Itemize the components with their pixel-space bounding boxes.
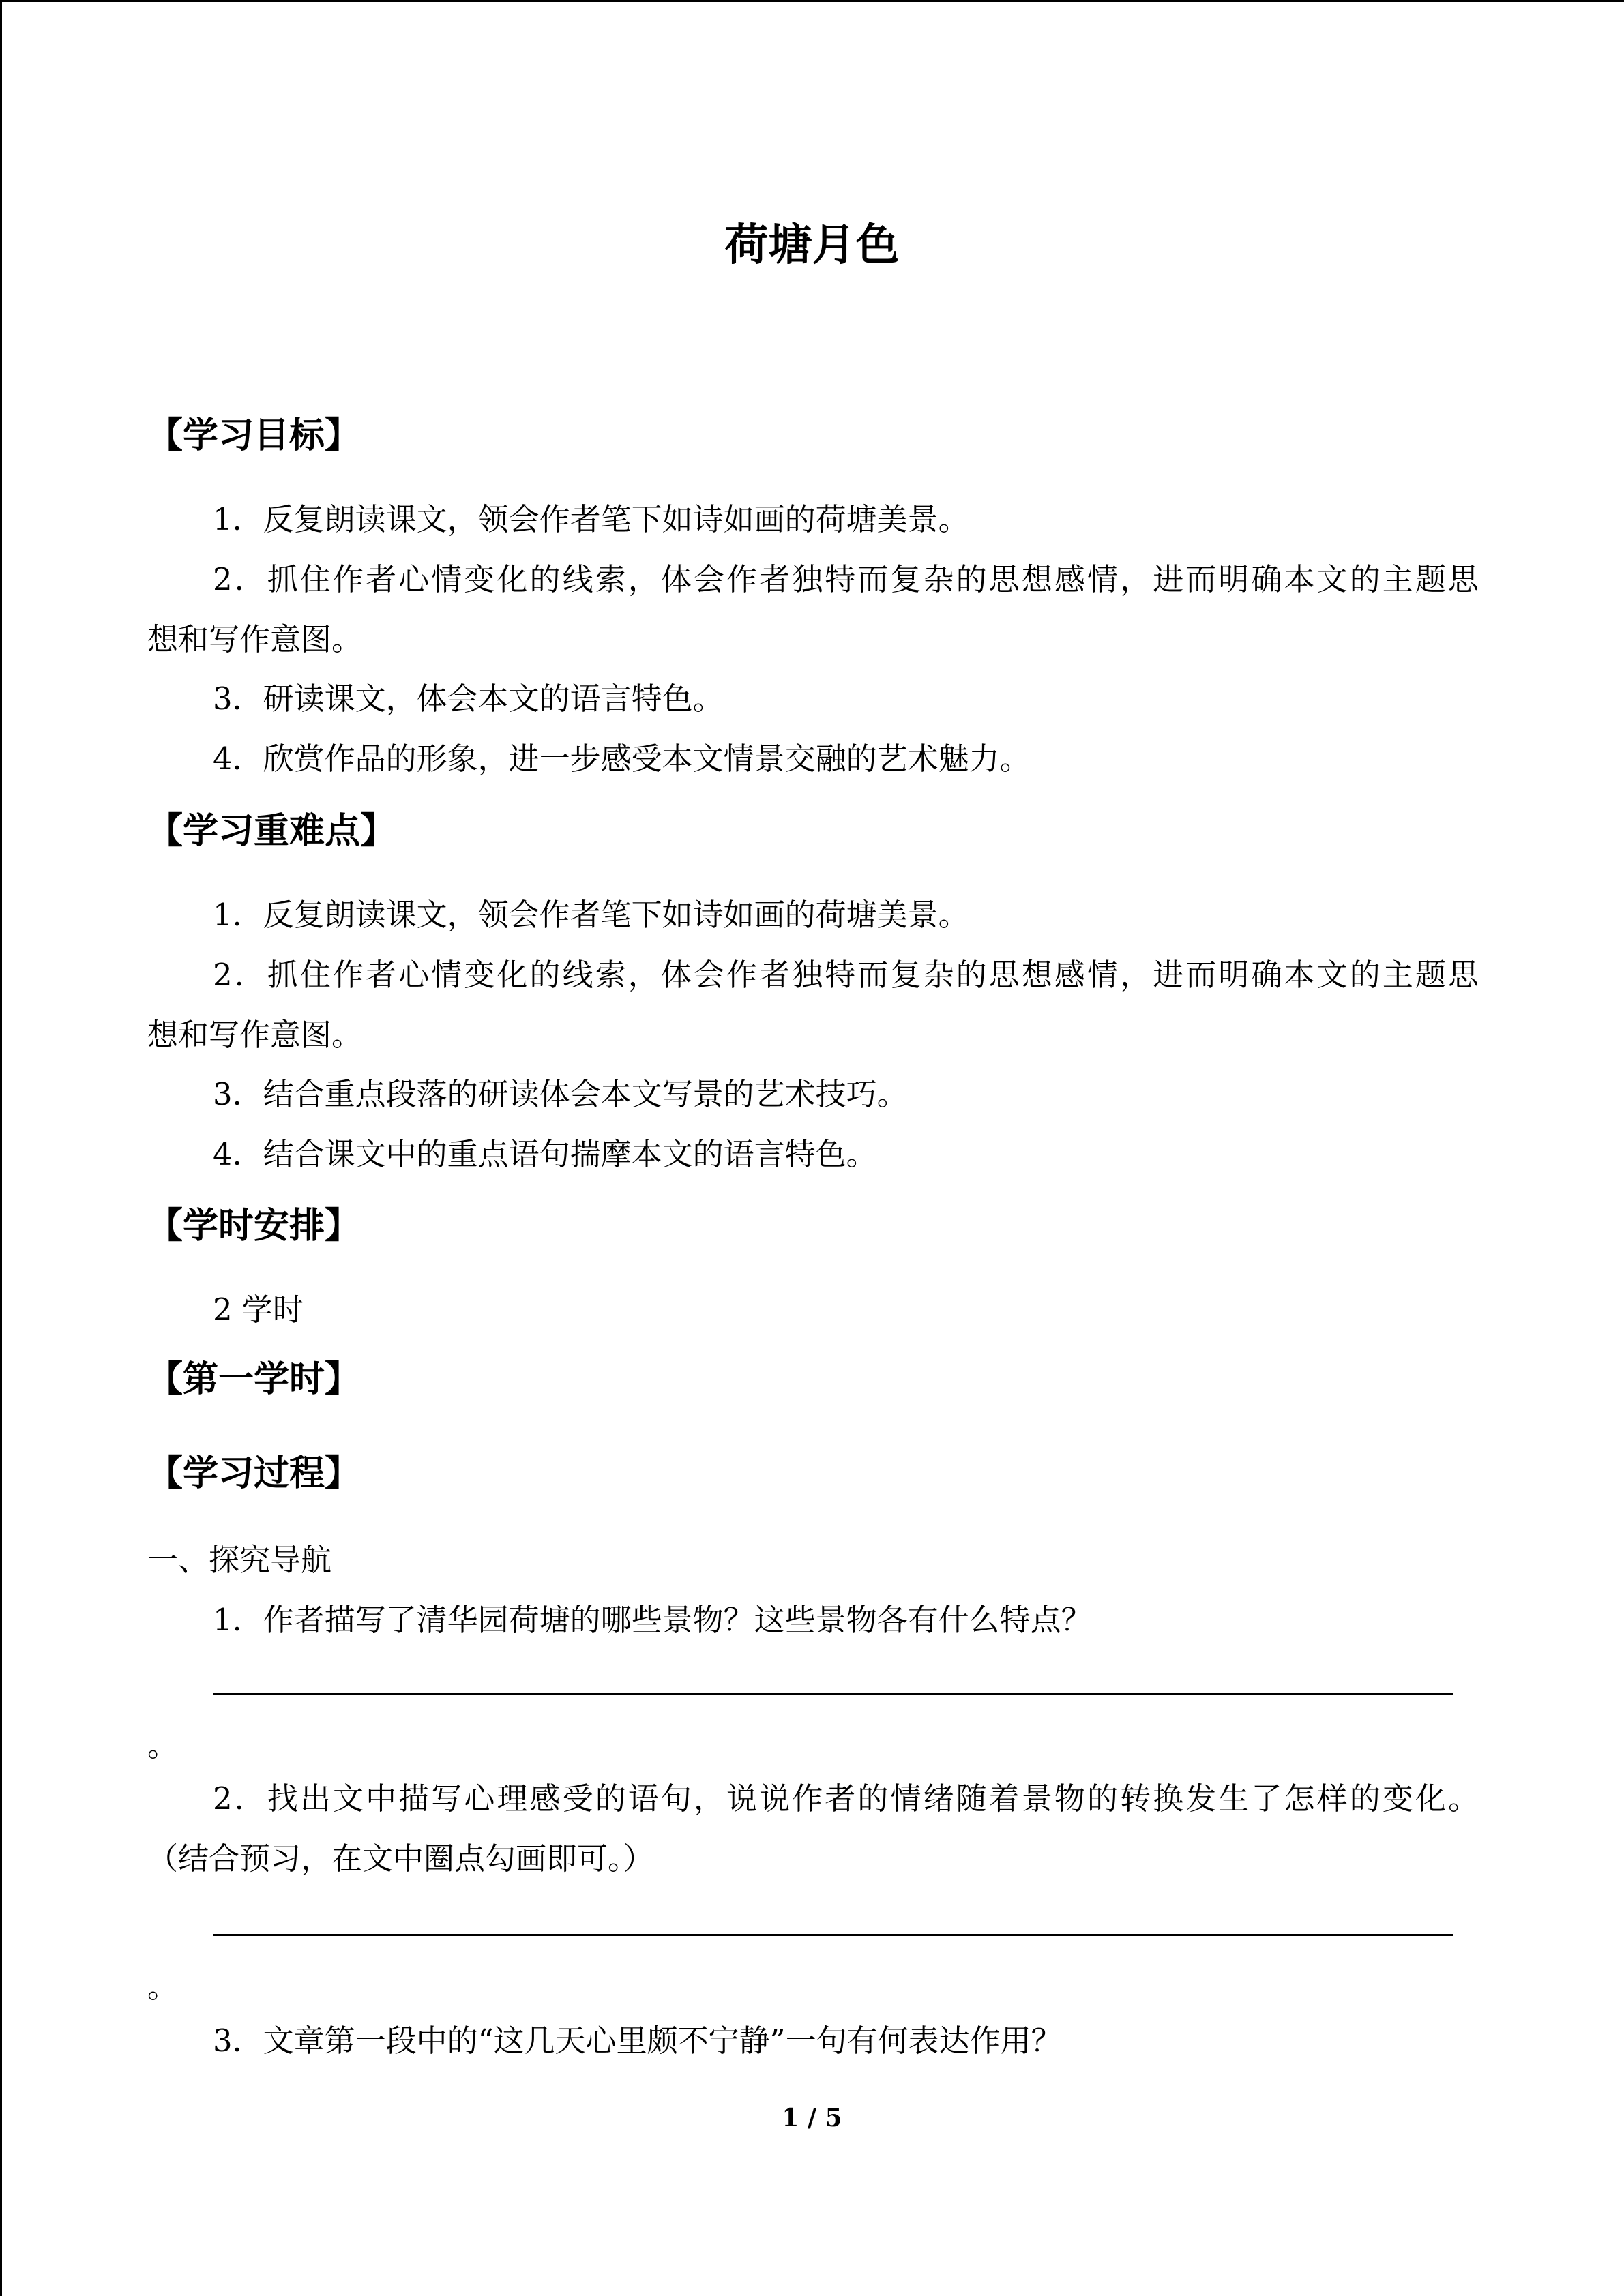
page-top-border	[0, 0, 1624, 2]
objective-item-2: 2．抓住作者心情变化的线索，体会作者独特而复杂的思想感情，进而明确本文的主题思	[213, 561, 1479, 597]
key-point-item-2: 2．抓住作者心情变化的线索，体会作者独特而复杂的思想感情，进而明确本文的主题思	[213, 957, 1479, 993]
key-point-item-3: 3．结合重点段落的研读体会本文写景的艺术技巧。	[213, 1076, 908, 1112]
question-2: 2．找出文中描写心理感受的语句，说说作者的情绪随着景物的转换发生了怎样的变化。	[213, 1780, 1479, 1817]
answer-end-mark-1: 。	[147, 1727, 179, 1763]
objective-item-2-continued: 想和写作意图。	[147, 621, 363, 657]
question-1: 1．作者描写了清华园荷塘的哪些景物？这些景物各有什么特点？	[213, 1602, 1092, 1638]
key-point-item-2-continued: 想和写作意图。	[147, 1017, 363, 1053]
key-point-item-1: 1．反复朗读课文，领会作者笔下如诗如画的荷塘美景。	[213, 897, 969, 933]
answer-end-mark-2: 。	[147, 1969, 179, 2005]
schedule-text: 2 学时	[213, 1292, 304, 1328]
page-left-border	[0, 0, 2, 2296]
objective-item-4: 4．欣赏作品的形象，进一步感受本文情景交融的艺术魅力。	[213, 741, 1031, 777]
question-2-continued: （结合预习，在文中圈点勾画即可。）	[147, 1840, 654, 1877]
page-number: 1 / 5	[782, 2104, 842, 2132]
objective-item-1: 1．反复朗读课文，领会作者笔下如诗如画的荷塘美景。	[213, 501, 969, 537]
answer-line-1[interactable]	[213, 1693, 1453, 1695]
document-title: 荷塘月色	[724, 220, 900, 271]
section-heading-objectives: 【学习目标】	[147, 415, 361, 456]
section-heading-schedule: 【学时安排】	[147, 1206, 361, 1247]
question-3: 3．文章第一段中的“这几天心里颇不宁静”一句有何表达作用？	[213, 2023, 1062, 2059]
key-point-item-4: 4．结合课文中的重点语句揣摩本文的语言特色。	[213, 1136, 877, 1172]
answer-line-2[interactable]	[213, 1934, 1453, 1936]
objective-item-3: 3．研读课文，体会本文的语言特色。	[213, 681, 724, 717]
process-subheading: 一、探究导航	[147, 1542, 332, 1578]
section-heading-first-period: 【第一学时】	[147, 1359, 361, 1400]
section-heading-process: 【学习过程】	[147, 1453, 361, 1494]
section-heading-key-points: 【学习重难点】	[147, 811, 396, 852]
